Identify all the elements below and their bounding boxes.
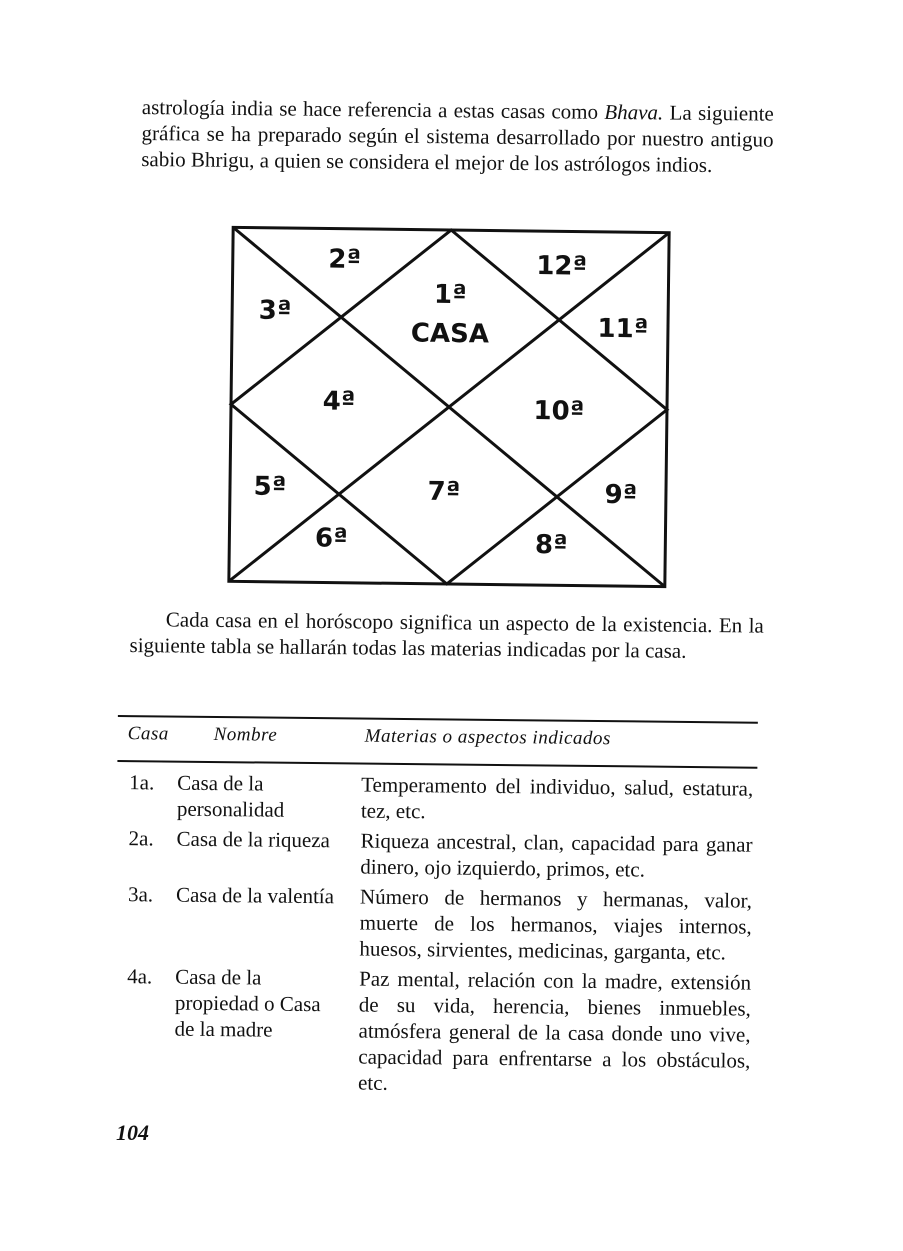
house-1-label: 1ª — [433, 279, 467, 311]
row-materias: Temperamento del individuo, salud, estatura, tez, etc. — [360, 772, 754, 824]
intro-text-end: La siguiente gráfica se ha preparado según el sistema desarrollado por nuestro antiguo sabio Bhrigu, a quien se considera el mejor de los astrólogos indios. — [141, 100, 774, 177]
house-7-label: 7ª — [427, 476, 461, 508]
house-5-label: 5ª — [253, 471, 287, 503]
row-number: 1a. — [129, 770, 155, 795]
house-6-label: 6ª — [314, 523, 348, 554]
house-2-label: 2ª — [328, 244, 362, 275]
intro-paragraph — [141, 94, 774, 179]
horoscope-chart-svg — [224, 222, 674, 591]
house-8-label: 8ª — [534, 530, 568, 561]
house-1-casa-label: CASA — [410, 318, 490, 350]
row-materias: Número de hermanos y hermanas, valor, muerte de los hermanos, viajes internos, huesos, sirvientes, medicinas, garganta, etc. — [359, 884, 753, 965]
row-nombre: Casa de la personalidad — [176, 770, 285, 822]
houses-table — [114, 705, 764, 1122]
row-nombre: Casa de la propiedad o Casa de la madre — [174, 964, 321, 1042]
horoscope-chart — [224, 222, 674, 591]
row-nombre: Casa de la riqueza — [176, 826, 331, 853]
row-materias: Paz mental, relación con la madre, extensión de su vida, herencia, bienes inmuebles, atmósfera general de la casa donde uno vive, capacidad para enfrentarse a los obstáculos, etc. — [357, 966, 752, 1095]
table-intro-paragraph: Cada casa en el horóscopo significa un aspecto de la existencia. En la siguiente tabla se hallarán todas las materias indicadas por la casa. — [129, 607, 764, 663]
house-12-label: 12ª — [536, 251, 588, 282]
house-9-label: 9ª — [604, 479, 638, 511]
table-header-rule — [117, 760, 757, 769]
intro-emphasis: Bhava. — [604, 99, 664, 125]
house-4-label: 4ª — [322, 386, 356, 417]
row-number: 3a. — [127, 882, 154, 907]
table-top-rule — [118, 715, 758, 724]
house-3-label: 3ª — [258, 295, 292, 327]
row-number: 4a. — [127, 964, 153, 989]
header-materias: Materias o aspectos indicados — [364, 725, 611, 750]
page-number: 104 — [116, 1120, 149, 1145]
house-11-label: 11ª — [597, 313, 649, 345]
header-nombre: Nombre — [213, 724, 278, 746]
row-nombre: Casa de la valentía — [175, 882, 335, 909]
table-row — [117, 769, 763, 824]
row-materias: Riqueza ancestral, clan, capacidad para ganar dinero, ojo izquierdo, primos, etc. — [360, 828, 753, 882]
intro-text-start: astrología india se hace referencia a estas casas como — [141, 94, 605, 124]
header-casa: Casa — [127, 723, 169, 745]
house-10-label: 10ª — [533, 396, 585, 427]
row-number: 2a. — [128, 826, 154, 851]
